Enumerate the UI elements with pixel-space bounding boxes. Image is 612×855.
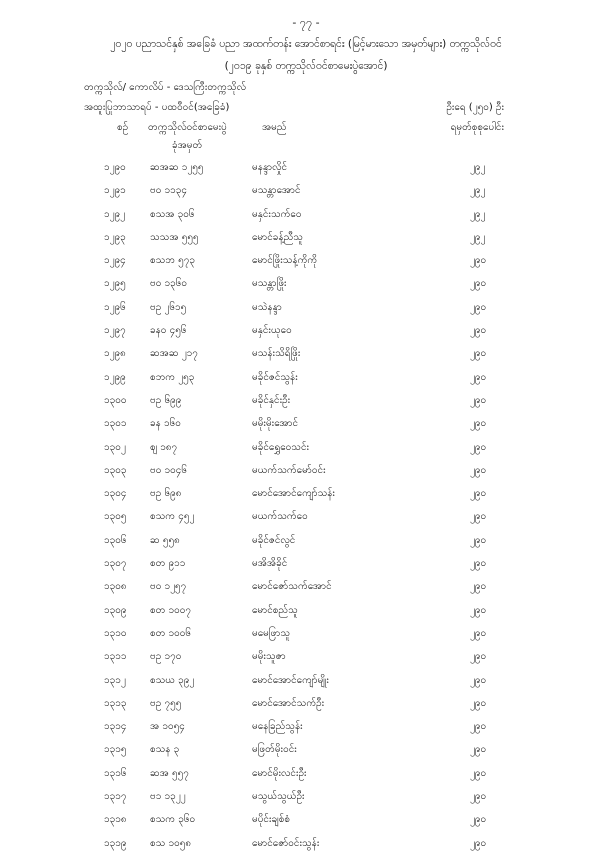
table-row (0, 296, 612, 319)
student-name: မနှင်းသက်ဝေ (252, 208, 302, 220)
serial-number: ၁၃၀၇ (104, 558, 127, 570)
serial-number-header: စဉ် (117, 122, 129, 133)
total-marks: ၂၉၀ (470, 441, 487, 453)
total-marks: ၂၉၀ (470, 697, 487, 709)
serial-number: ၁၂၉၂ (104, 208, 126, 220)
total-marks: ၂၉၂ (470, 231, 486, 243)
serial-number: ၁၃၀၅ (104, 511, 127, 523)
roll-number: ဗဥ ၆၉၉ (150, 394, 182, 406)
table-row (0, 622, 612, 645)
table-row (0, 575, 612, 598)
serial-number: ၁၃၁၆ (104, 767, 127, 779)
student-name: မသွယ်သွယ်ဦး (252, 791, 305, 803)
student-name: မပိုင်းချစ်စံ (252, 814, 290, 826)
roll-number: ဗဝ ၁၃၆၀ (150, 278, 188, 290)
total-marks: ၂၉၀ (470, 721, 487, 733)
roll-number: ဗဝ ၁၂၅၇ (150, 581, 187, 593)
serial-number: ၁၃၀၆ (104, 534, 127, 546)
roll-number-header-line2: ခုံအမှတ် (172, 140, 203, 151)
roll-number: စသက ၄၅၂ (150, 511, 195, 523)
serial-number: ၁၃၁၃ (104, 697, 127, 709)
table-row (0, 599, 612, 622)
serial-number: ၁၂၉၄ (104, 255, 126, 267)
table-row (0, 785, 612, 808)
roll-number-header: တက္ကသိုလ်ဝင်စာမေးပွဲ (148, 122, 227, 133)
total-marks: ၂၉၀ (470, 348, 487, 360)
serial-number: ၁၃၁၅ (104, 744, 127, 756)
table-row (0, 203, 612, 226)
roll-number: စဘက ၂၅၃ (150, 371, 195, 383)
page-number: - ၇၇ - (292, 16, 320, 29)
total-marks: ၂၉၀ (470, 627, 487, 639)
student-name: မသန်းသိရိဖြိုး (252, 348, 301, 360)
document-subtitle: (၂၀၁၉ ခုနှစ် တက္ကသိုလ်ဝင်စာမေးပွဲအောင်) (224, 60, 388, 72)
serial-number: ၁၂၉၀ (104, 162, 126, 173)
roll-number: စသန ၃ (150, 744, 180, 756)
table-row (0, 272, 612, 295)
total-marks: ၂၉၀ (470, 278, 487, 290)
total-marks: ၂၉၀ (470, 488, 487, 500)
total-marks-header: ရမှတ်စုစုပေါင်း (450, 122, 504, 133)
roll-number: စသအ ၃၀၆ (150, 208, 195, 220)
student-name: မမေဖြာသူ (252, 627, 291, 639)
total-marks: ၂၉၀ (470, 301, 487, 313)
total-marks: ၂၉၀ (470, 581, 487, 593)
total-marks: ၂၉၀ (470, 814, 487, 826)
table-row (0, 342, 612, 365)
serial-number: ၁၂၉၅ (104, 278, 126, 290)
student-name: မနေခြည်သွန်း (252, 721, 303, 733)
roll-number: ခနဝ ၄၅၆ (150, 325, 187, 337)
serial-number: ၁၃၁၈ (104, 814, 127, 826)
table-row (0, 762, 612, 785)
serial-number: ၁၃၀၃ (104, 464, 127, 476)
table-row (0, 715, 612, 738)
total-marks: ၂၉၀ (470, 534, 487, 546)
serial-number: ၁၃၁၇ (104, 791, 127, 803)
roll-number: ဗဥ ၆၉၈ (150, 488, 182, 500)
total-marks: ၂၉၂ (470, 162, 486, 173)
roll-number: စတ ၁၀၀၆ (150, 627, 192, 639)
table-row (0, 436, 612, 459)
roll-number: ဗဥ ၇၅၅ (150, 697, 182, 709)
total-marks: ၂၉၀ (470, 511, 487, 523)
serial-number: ၁၃၀၄ (104, 488, 127, 500)
serial-number: ၁၂၉၉ (104, 371, 126, 383)
student-name: မသန္တာအောင် (252, 185, 301, 197)
table-row (0, 808, 612, 831)
total-marks: ၂၉၀ (470, 767, 487, 779)
total-marks: ၂၉၀ (470, 674, 487, 686)
serial-number: ၁၃၀၀ (104, 394, 127, 406)
student-name: မောင်ခန့်ညီသူ (252, 231, 303, 243)
roll-number: စတ ၉၁၁ (150, 558, 186, 570)
table-row (0, 389, 612, 412)
serial-number: ၁၃၀၈ (104, 581, 127, 593)
table-row (0, 156, 612, 179)
student-name: မခိုင်ရွှေဝေသင်း (252, 441, 310, 453)
roll-number: စတ ၁၀၀၇ (150, 604, 192, 616)
table-row (0, 832, 612, 855)
roll-number: စသက ၃၆၀ (150, 814, 196, 826)
table-row (0, 179, 612, 202)
total-marks: ၂၉၂ (470, 208, 486, 220)
serial-number: ၁၃၁၀ (104, 627, 127, 639)
roll-number: ဈ ၁၈၇ (150, 441, 178, 453)
student-name: မောင်စည်သူ (252, 604, 298, 616)
table-row (0, 366, 612, 389)
serial-number: ၁၂၉၃ (104, 231, 126, 243)
student-name: မောင်အောင်ကျော်မျိုး (252, 674, 329, 686)
roll-number: ဆအ ၅၅၇ (150, 767, 189, 779)
total-marks: ၂၉၀ (470, 371, 487, 383)
serial-number: ၁၂၉၁ (104, 185, 126, 197)
roll-number: ဆအဆ ၁၂၅၅ (150, 162, 204, 173)
serial-number: ၁၃၁၄ (104, 721, 127, 733)
student-name: မအိအိခိုင် (252, 558, 288, 570)
total-marks: ၂၉၂ (470, 185, 486, 197)
major-subject-label: အထူးပြုဘာသာရပ် - ပထဝီဝင်(အခြေခံ) (84, 102, 230, 113)
roll-number: ဆ ၅၅၈ (150, 534, 180, 546)
student-name: မယက်သက်ဝေ (252, 511, 308, 523)
serial-number: ၁၂၉၈ (104, 348, 126, 360)
table-row (0, 249, 612, 272)
table-row (0, 529, 612, 552)
student-name: မခိုင်ဇင်လွင် (252, 534, 296, 546)
roll-number: ခန ၁၆၀ (150, 418, 181, 430)
student-name: မောင်ဖြိုးသန့်ကိုကို (252, 255, 318, 267)
serial-number: ၁၂၉၆ (104, 301, 126, 313)
student-name: မမိုးမိုးအောင် (252, 418, 299, 430)
table-row (0, 412, 612, 435)
total-marks: ၂၉၀ (470, 255, 487, 267)
total-marks: ၂၉၀ (470, 744, 487, 756)
roll-number: ဗ၁ ၁၃၂၂ (150, 791, 186, 803)
name-header: အမည် (262, 122, 287, 133)
roll-number: အ ၁၀၅၄ (150, 721, 185, 733)
total-marks: ၂၉၀ (470, 394, 487, 406)
student-name: မမိုးသူဇာ (252, 651, 286, 663)
table-row (0, 669, 612, 692)
serial-number: ၁၃၀၉ (104, 604, 127, 616)
total-marks: ၂၉၀ (470, 651, 487, 663)
student-name: မနှင်းယုဝေ (252, 325, 292, 337)
document-title: ၂၀၂၀ ပညာသင်နှစ် အခြေခံ ပညာ အထက်တန်း အောင်စာရင်း (မြင့်မားသော အမှတ်များ) တက္ကသိုလ်ဝင် (110, 38, 502, 50)
total-marks: ၂၉၀ (470, 418, 487, 430)
table-row (0, 692, 612, 715)
table-row (0, 552, 612, 575)
student-name: မနန္ဒာလှိုင် (252, 162, 288, 173)
table-row (0, 319, 612, 342)
student-name: မောင်ဇော်သက်အောင် (252, 581, 332, 593)
total-marks: ၂၉၀ (470, 464, 487, 476)
table-row (0, 459, 612, 482)
university-label: တက္ကသိုလ်/ ကောလိပ် - ဒေသကြီးတက္ကသိုလ် (84, 82, 246, 93)
student-name: မခိုင်ဇင်သွန်း (252, 371, 298, 383)
student-count: ဦးရေ (၂၅၀) ဦး (446, 102, 504, 113)
table-row (0, 738, 612, 761)
serial-number: ၁၂၉၇ (104, 325, 126, 337)
student-name: မသဲနန္ဒာ (252, 301, 282, 313)
roll-number: စသယ ၃၉၂ (150, 674, 195, 686)
roll-number: စသ ၁၀၅၈ (150, 837, 192, 849)
student-name: မောင်ဇော်ဝင်းသွန်း (252, 837, 320, 849)
roll-number: စသဘ ၅၇၃ (150, 255, 195, 267)
student-name: မောင်အောင်သက်ဦး (252, 697, 325, 709)
total-marks: ၂၉၀ (470, 604, 487, 616)
serial-number: ၁၃၁၉ (104, 837, 127, 849)
table-row (0, 226, 612, 249)
serial-number: ၁၃၁၂ (104, 674, 126, 686)
student-name: မသန္တာဖြိုး (252, 278, 287, 290)
total-marks: ၂၉၀ (470, 325, 487, 337)
table-row (0, 645, 612, 668)
table-row (0, 505, 612, 528)
student-name: မခိုင်နှင်းဦး (252, 394, 291, 406)
student-name: မယက်သက်မော်ဝင်း (252, 464, 326, 476)
total-marks: ၂၉၀ (470, 558, 487, 570)
roll-number: ဗဥ ၂၆၁၅ (150, 301, 187, 313)
student-name: မောင်မိုးလင်းဦး (252, 767, 307, 779)
total-marks: ၂၉၀ (470, 791, 487, 803)
total-marks: ၂၉၀ (470, 837, 487, 849)
table-row (0, 482, 612, 505)
serial-number: ၁၃၁၁ (104, 651, 127, 663)
roll-number: ဗဥ ၁၇၀ (150, 651, 182, 663)
results-table (0, 156, 612, 855)
serial-number: ၁၃၀၁ (104, 418, 127, 430)
student-name: မောင်အောင်ကျော်သန်း (252, 488, 335, 500)
student-name: မဖြတ်မိုးဝင်း (252, 744, 297, 756)
serial-number: ၁၃၀၂ (104, 441, 126, 453)
roll-number: ဆအဆ ၂၁၇ (150, 348, 198, 360)
roll-number: သသအ ၅၅၅ (150, 231, 199, 243)
roll-number: ဗဝ ၁၀၄၆ (150, 464, 188, 476)
roll-number: ဗဝ ၁၁၃၄ (150, 185, 188, 197)
